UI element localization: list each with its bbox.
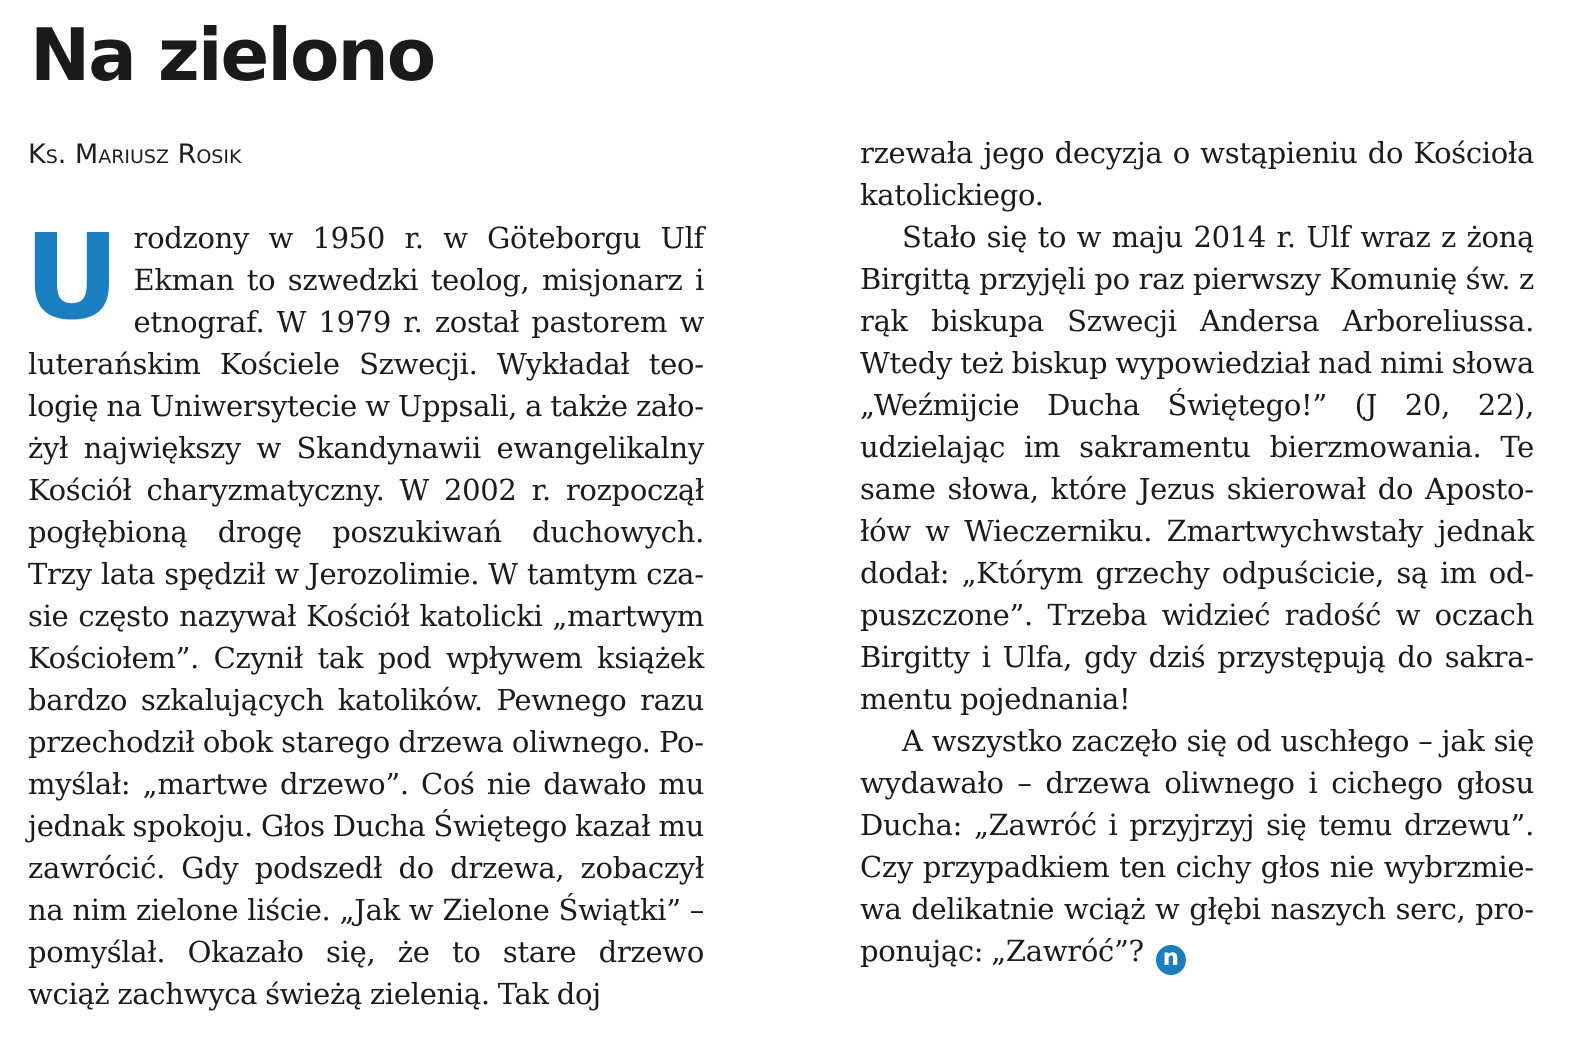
article-paragraph-1	[24, 208, 704, 1015]
drop-cap-letter: U	[24, 208, 120, 346]
article-paragraph-2: Stało się to w maju 2014 r. Ulf wraz z żoną Birgittą przyjęli po raz pierwszy Komunię św. z rąk biskupa Szwecji Andersa Arboreliussa. Wtedy też biskup wypowiedział nad nimi słowa „Weźmijcie Ducha Świętego!” (J 20, 22), udzielając im sakramentu bierzmowania. Te same słowa, które Jezus skierował do Apostołów w Wieczerniku. Zmartwychwstały jednak dodał: „Którym grzechy odpuścicie, są im odpuszczone”. Trzeba widzieć radość w oczach Birgitty i Ulfa, gdy dziś przystępują do sakramentu pojednania!	[860, 220, 1534, 716]
article-column-left	[24, 208, 704, 1015]
article-column-right	[860, 132, 1534, 975]
end-of-article-icon: n	[1156, 945, 1186, 975]
paragraph-1-text: rodzony w 1950 r. w Göteborgu Ulf Ekman to szwedzki teolog, misjonarz i etnograf. W 1979 r. został pastorem w luterańskim Kościele Szwecji. Wykładał teologię na Uniwersytecie w Uppsali, a także założył największy w Skandynawii ewangelikalny Kościół charyzmatyczny. W 2002 r. rozpoczął pogłębioną drogę poszukiwań duchowych. Trzy lata spędził w Jerozolimie. W tamtym czasie często nazywał Kościół katolicki „martwym Kościołem”. Czynił tak pod wpływem książek bardzo szkalujących katolików. Pewnego razu przechodził obok starego drzewa oliwnego. Pomyślał: „martwe drzewo”. Coś nie dawało mu jednak spokoju. Głos Ducha Świętego kazał mu zawrócić. Gdy podszedł do drzewa, zobaczył na nim zielone liście. „Jak w Zielone Świątki” – pomyślał. Okazało się, że to stare drzewo wciąż zachwyca świeżą zielenią. Tak doj	[28, 221, 704, 1011]
article-paragraph-3	[860, 720, 1534, 975]
article-author: Ks. Mariusz Rosik	[28, 139, 242, 170]
paragraph-3-text: A wszystko zaczęło się od uschłego – jak się wydawało – drzewa oliwnego i cichego głosu Ducha: „Zawróć i przyjrzyj się temu drzewu”. Czy przypadkiem ten cichy głos nie wybrzmiewa delikatnie wciąż w głębi naszych serc, proponując: „Zawróć”?	[860, 724, 1534, 968]
article-title: Na zielono	[30, 13, 435, 97]
article-paragraph-1-continued: rzewała jego decyzja o wstąpieniu do Kościoła katolickiego.	[860, 136, 1534, 212]
